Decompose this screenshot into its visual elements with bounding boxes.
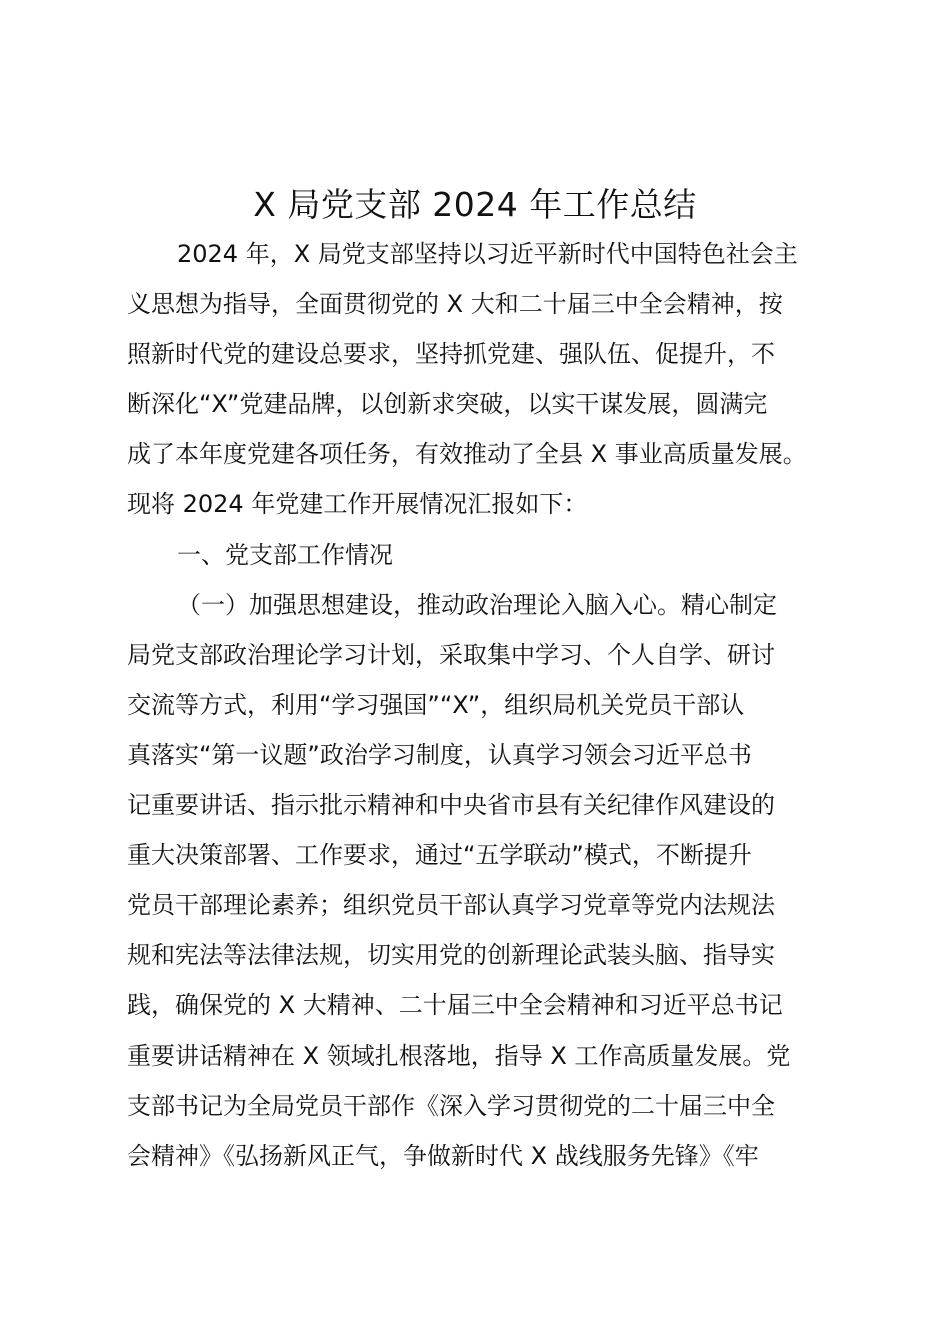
paragraph-line: 记重要讲话、指示批示精神和中央省市县有关纪律作风建设的 bbox=[127, 791, 775, 820]
paragraph-line: 义思想为指导，全面贯彻党的 X 大和二十届三中全会精神，按 bbox=[127, 290, 783, 319]
paragraph-line: 照新时代党的建设总要求，坚持抓党建、强队伍、促提升，不 bbox=[127, 340, 775, 369]
paragraph-line: 党员干部理论素养；组织党员干部认真学习党章等党内法规法 bbox=[127, 891, 775, 920]
paragraph-line: 规和宪法等法律法规，切实用党的创新理论武装头脑、指导实 bbox=[127, 941, 775, 970]
paragraph-line: 2024 年，X 局党支部坚持以习近平新时代中国特色社会主 bbox=[177, 240, 798, 268]
paragraph-line: 重大决策部署、工作要求，通过“五学联动”模式，不断提升 bbox=[127, 841, 752, 870]
paragraph-line: （一）加强思想建设，推动政治理论入脑入心。精心制定 bbox=[177, 590, 777, 619]
paragraph-line: 真落实“第一议题”政治学习制度，认真学习领会习近平总书 bbox=[127, 740, 752, 769]
document-title: X 局党支部 2024 年工作总结 bbox=[253, 185, 697, 224]
paragraph-line: 断深化“X”党建品牌，以创新求突破，以实干谋发展，圆满完 bbox=[127, 390, 768, 419]
paragraph-line: 支部书记为全局党员干部作《深入学习贯彻党的二十届三中全 bbox=[127, 1091, 775, 1120]
paragraph-line: 现将 2024 年党建工作开展情况汇报如下： bbox=[127, 490, 588, 519]
paragraph-line: 践，确保党的 X 大精神、二十届三中全会精神和习近平总书记 bbox=[127, 991, 783, 1020]
paragraph-line: 会精神》《弘扬新风正气，争做新时代 X 战线服务先锋》《牢 bbox=[127, 1141, 759, 1170]
paragraph-line: 成了本年度党建各项任务，有效推动了全县 X 事业高质量发展。 bbox=[127, 440, 807, 469]
paragraph-line: 重要讲话精神在 X 领域扎根落地，指导 X 工作高质量发展。党 bbox=[127, 1041, 791, 1070]
paragraph-line: 交流等方式，利用“学习强国”“X”，组织局机关党员干部认 bbox=[127, 690, 745, 719]
document-body bbox=[127, 229, 847, 1181]
section-heading: 一、党支部工作情况 bbox=[177, 540, 393, 569]
paragraph-line: 局党支部政治理论学习计划，采取集中学习、个人自学、研讨 bbox=[127, 640, 775, 669]
